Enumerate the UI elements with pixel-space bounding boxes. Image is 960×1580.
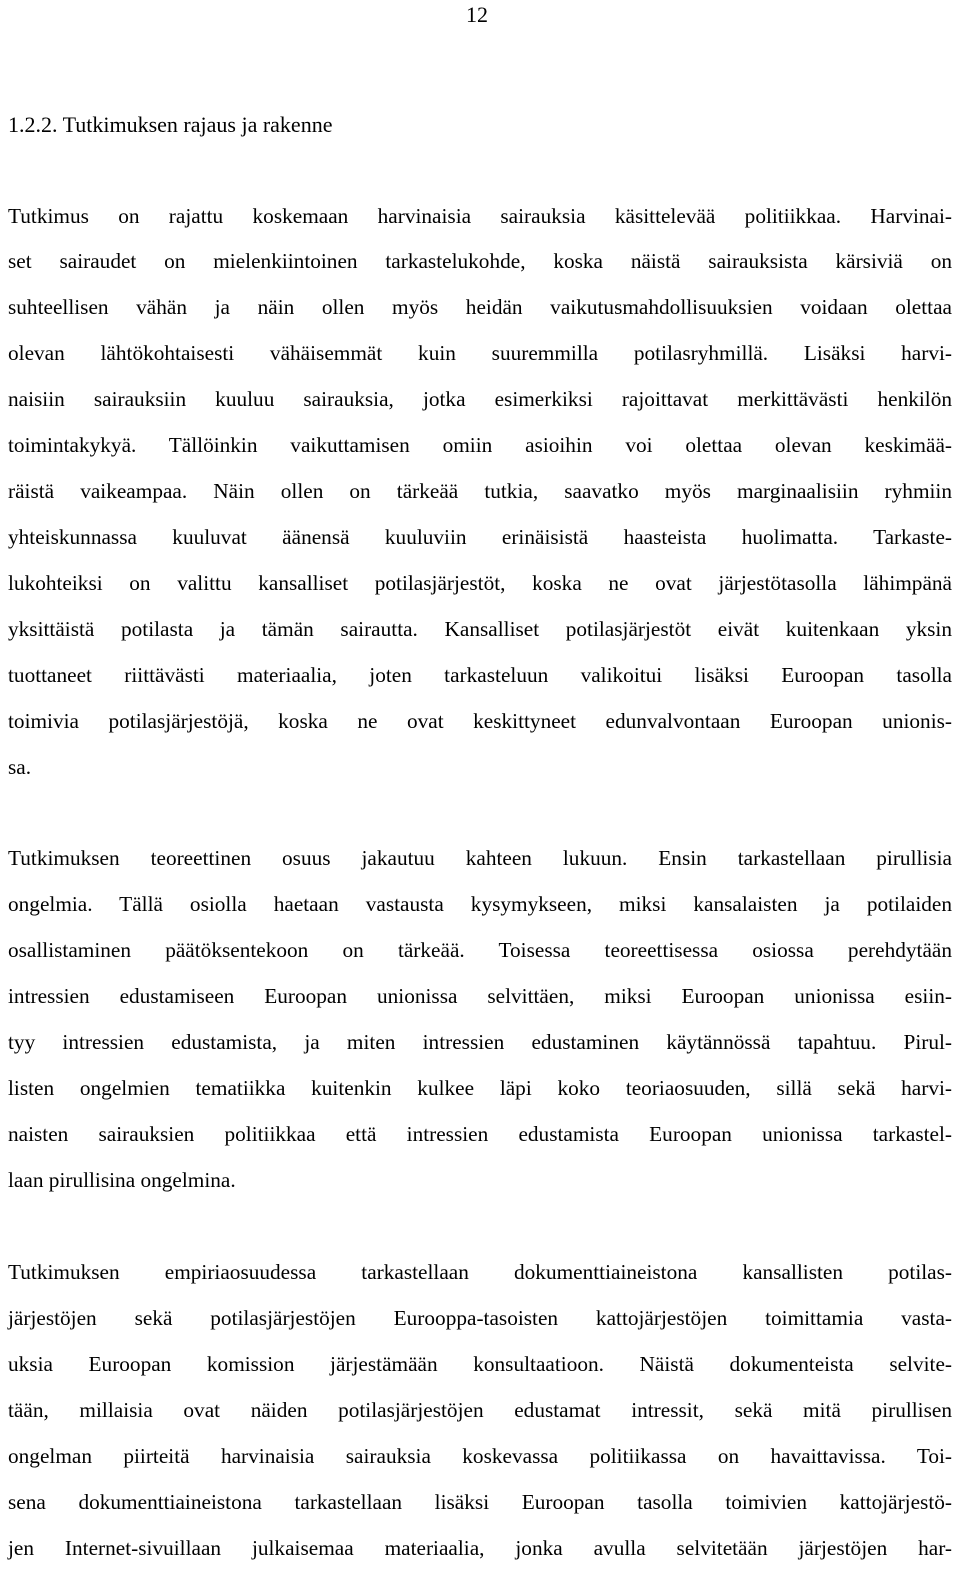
text-line: intressien edustamiseen Euroopan unionissa selvittäen, miksi Euroopan unionissa esiin- (8, 984, 952, 1008)
text-line: osallistaminen päätöksentekoon on tärkeää. Toisessa teoreettisessa osiossa perehdytään (8, 938, 952, 962)
text-line: tyy intressien edustamista, ja miten intressien edustaminen käytännössä tapahtuu. Pirul- (8, 1030, 952, 1054)
section-heading: 1.2.2. Tutkimuksen rajaus ja rakenne (8, 112, 333, 137)
text-line: yksittäistä potilasta ja tämän sairautta. Kansalliset potilasjärjestöt eivät kuitenkaan yksin (8, 617, 952, 641)
text-line: Tutkimuksen teoreettinen osuus jakautuu kahteen lukuun. Ensin tarkastellaan pirullisia (8, 846, 952, 870)
text-line: sa. (8, 755, 32, 779)
text-line: ongelman piirteitä harvinaisia sairauksia koskevassa politiikassa on havaittavissa. Toi- (8, 1444, 952, 1468)
text-line: suhteellisen vähän ja näin ollen myös heidän vaikutusmahdollisuuksien voidaan olettaa (8, 295, 952, 319)
text-line: naisiin sairauksiin kuuluu sairauksia, jotka esimerkiksi rajoittavat merkittävästi henkilön (8, 387, 952, 411)
text-line: ongelmia. Tällä osiolla haetaan vastausta kysymykseen, miksi kansalaisten ja potilaiden (8, 892, 952, 916)
text-line: naisten sairauksien politiikkaa että intressien edustamista Euroopan unionissa tarkastel- (8, 1122, 952, 1146)
text-line: räistä vaikeampaa. Näin ollen on tärkeää tutkia, saavatko myös marginaalisiin ryhmiin (8, 479, 952, 503)
text-line: lukohteiksi on valittu kansalliset potilasjärjestöt, koska ne ovat järjestötasolla lähimpänä (8, 571, 952, 595)
text-line: tuottaneet riittävästi materiaalia, joten tarkasteluun valikoitui lisäksi Euroopan tasolla (8, 663, 952, 687)
text-line: toimivia potilasjärjestöjä, koska ne ovat keskittyneet edunvalvontaan Euroopan unionis- (8, 709, 952, 733)
text-line: listen ongelmien tematiikka kuitenkin kulkee läpi koko teoriaosuuden, sillä sekä harvi- (8, 1076, 952, 1100)
text-line: jen Internet-sivuillaan julkaisemaa materiaalia, jonka avulla selvitetään järjestöjen har- (8, 1536, 952, 1560)
page-number: 12 (466, 2, 488, 27)
text-line: uksia Euroopan komission järjestämään konsultaatioon. Näistä dokumenteista selvite- (8, 1352, 952, 1376)
text-line: yhteiskunnassa kuuluvat äänensä kuuluviin erinäisistä haasteista huolimatta. Tarkaste- (8, 525, 952, 549)
text-line: sena dokumenttiaineistona tarkastellaan lisäksi Euroopan tasolla toimivien kattojärjestö- (8, 1490, 952, 1514)
text-line: toimintakykyä. Tällöinkin vaikuttamisen omiin asioihin voi olettaa olevan keskimää- (8, 433, 952, 457)
text-line: järjestöjen sekä potilasjärjestöjen Eurooppa-tasoisten kattojärjestöjen toimittamia vasta- (8, 1306, 952, 1330)
text-line: tään, millaisia ovat näiden potilasjärjestöjen edustamat intressit, sekä mitä pirullisen (8, 1398, 952, 1422)
text-line: olevan lähtökohtaisesti vähäisemmät kuin suuremmilla potilasryhmillä. Lisäksi harvi- (8, 341, 952, 365)
text-line: Tutkimus on rajattu koskemaan harvinaisia sairauksia käsittelevää politiikkaa. Harvinai- (8, 204, 952, 228)
text-line: laan pirullisina ongelmina. (8, 1168, 236, 1192)
text-line: set sairaudet on mielenkiintoinen tarkastelukohde, koska näistä sairauksista kärsiviä on (8, 249, 952, 273)
text-line: Tutkimuksen empiriaosuudessa tarkastellaan dokumenttiaineistona kansallisten potilas- (8, 1260, 952, 1284)
